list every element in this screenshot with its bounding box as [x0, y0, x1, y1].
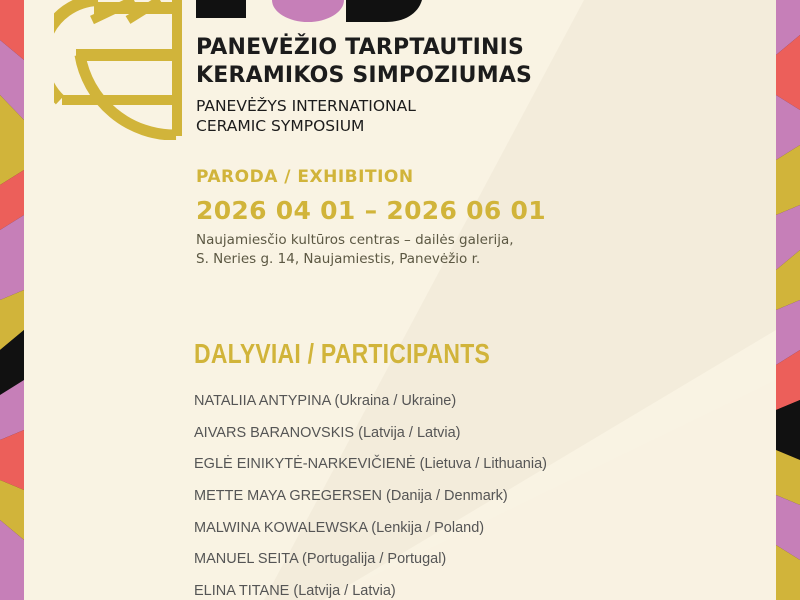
anniversary-number-graphic	[196, 0, 426, 24]
participant-item	[194, 520, 547, 552]
poster-panel	[24, 0, 776, 600]
participant-item	[194, 393, 547, 425]
participant-country: (Ukraina / Ukraine)	[334, 393, 457, 409]
participant-name: MALWINA KOWALEWSKA	[194, 519, 368, 536]
exhibition-label: PARODA / EXHIBITION	[196, 167, 414, 187]
participant-name: MANUEL SEITA	[194, 551, 298, 568]
event-title	[196, 34, 532, 90]
symposium-logo-icon	[54, 0, 184, 140]
subtitle-line-2: CERAMIC SYMPOSIUM	[196, 117, 365, 135]
participant-country: (Danija / Denmark)	[386, 488, 508, 505]
participant-country: (Lenkija / Poland)	[371, 519, 485, 536]
title-line-2: KERAMIKOS SIMPOZIUMAS	[196, 63, 533, 88]
venue-line-1: Naujamiesčio kultūros centras – dailės galerija,	[196, 232, 514, 248]
exhibition-dates: 2026 04 01 – 2026 06 01	[196, 196, 546, 225]
title-line-1: PANEVĖŽIO TARPTAUTINIS	[196, 35, 525, 60]
participant-name: METTE MAYA GREGERSEN	[194, 488, 382, 505]
participant-country: (Lietuva / Lithuania)	[419, 456, 547, 473]
exhibition-venue	[196, 231, 514, 269]
participant-item	[194, 488, 547, 520]
participant-name: NATALIIA ANTYPINA	[194, 393, 331, 409]
participant-item	[194, 551, 547, 583]
participant-country: (Latvija / Latvia)	[358, 424, 461, 441]
venue-line-2: S. Neries g. 14, Naujamiestis, Panevėžio r.	[196, 251, 481, 267]
participant-name: EGLĖ EINIKYTĖ-NARKEVIČIENĖ	[194, 456, 416, 473]
participant-country: (Portugalija / Portugal)	[301, 551, 447, 568]
participants-heading: DALYVIAI / PARTICIPANTS	[194, 338, 491, 369]
participant-name: ELINA TITANE	[194, 583, 290, 600]
participant-item	[194, 425, 547, 457]
participant-item	[194, 456, 547, 488]
participant-item	[194, 583, 547, 600]
participant-country: (Latvija / Latvia)	[293, 583, 396, 600]
subtitle-line-1: PANEVĖŽYS INTERNATIONAL	[196, 97, 416, 115]
event-subtitle	[196, 96, 416, 136]
participants-list	[194, 393, 547, 600]
participant-name: AIVARS BARANOVSKIS	[194, 424, 355, 441]
